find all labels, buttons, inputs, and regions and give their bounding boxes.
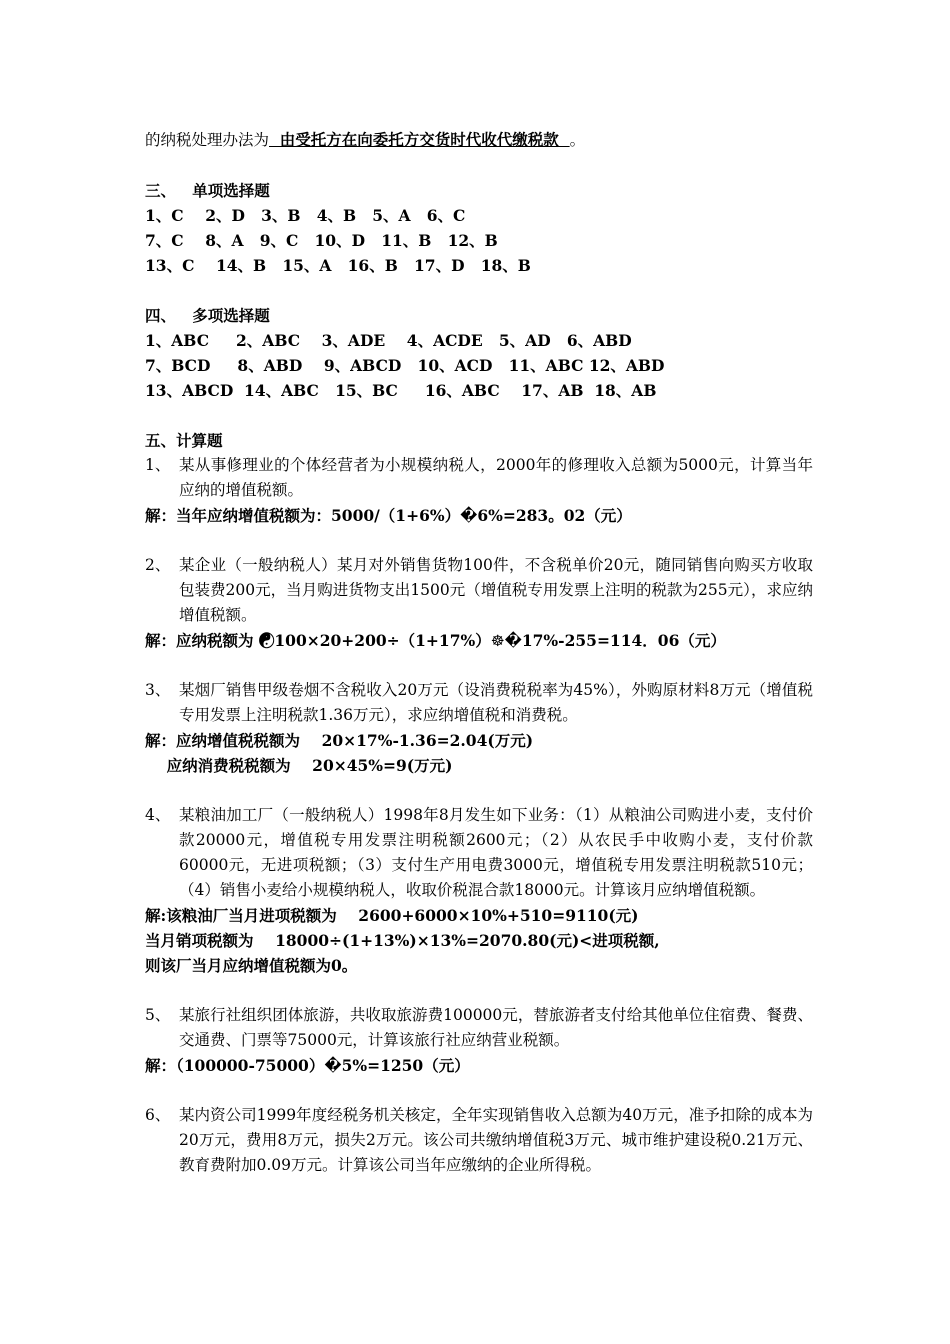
intro-line — [145, 127, 813, 153]
section4-row: 1、ABC 2、ABC 3、ADE 4、ACDE 5、AD 6、ABD — [145, 331, 632, 350]
problem-6 — [145, 1103, 813, 1178]
problem-number: 6、 — [145, 1106, 171, 1124]
section4-heading: 四、 多项选择题 — [145, 306, 270, 325]
problem-number: 4、 — [145, 806, 171, 824]
solution-line: 解：应纳税额为 ☯100×20+200÷（1+17%）☸�17%-255=114．06（元） — [145, 631, 726, 650]
problem-text: 某企业（一般纳税人）某月对外销售货物100件，不含税单价20元，随同销售向购买方收取包装费200元，当月购进货物支出1500元（增值税专用发票上注明的税款为255元），求应纳增值税额。 — [179, 556, 813, 624]
problem-text: 某烟厂销售甲级卷烟不含税收入20万元（设消费税税率为45%），外购原材料8万元（增值税专用发票上注明税款1.36万元），求应纳增值税和消费税。 — [179, 681, 813, 724]
document-page — [145, 127, 813, 1178]
section5-heading: 五、计算题 — [145, 431, 223, 450]
problem-text: 某从事修理业的个体经营者为小规模纳税人，2000年的修理收入总额为5000元，计算当年应纳的增值税额。 — [179, 456, 813, 499]
problem-text: 某内资公司1999年度经税务机关核定，全年实现销售收入总额为40万元，准予扣除的成本为20万元，费用8万元，损失2万元。该公司共缴纳增值税3万元、城市维护建设税0.21万元、教育费附加0.09万元。计算该公司当年应缴纳的企业所得税。 — [179, 1106, 813, 1174]
solution-line: 解：（100000-75000）�5%=1250（元） — [145, 1056, 470, 1075]
solution-line: 应纳消费税税额为 20×45%=9(万元) — [145, 756, 453, 775]
problem-text: 某粮油加工厂（一般纳税人）1998年8月发生如下业务：（1）从粮油公司购进小麦，支付价款20000元，增值税专用发票注明税额2600元；（2）从农民手中收购小麦，支付价款60000元，无进项税额；（3）支付生产用电费3000元，增值税专用发票注明税款510元；（4）销售小麦给小规模纳税人，收取价税混合款18000元。计算该月应纳增值税额。 — [179, 806, 813, 899]
problem-number: 2、 — [145, 556, 171, 574]
problem-2 — [145, 553, 813, 628]
problem-text: 某旅行社组织团体旅游，共收取旅游费100000元，替旅游者支付给其他单位住宿费、餐费、交通费、门票等75000元，计算该旅行社应纳营业税额。 — [179, 1006, 813, 1049]
section3-row: 1、C 2、D 3、B 4、B 5、A 6、C — [145, 206, 466, 225]
section4-row: 13、ABCD 14、ABC 15、BC 16、ABC 17、AB 18、AB — [145, 381, 657, 400]
intro-underlined-answer: 由受托方在向委托方交货时代收代缴税款 — [269, 130, 570, 149]
problem-4 — [145, 803, 813, 903]
solution-line: 解:该粮油厂当月进项税额为 2600+6000×10%+510=9110(元) — [145, 906, 639, 925]
section3-heading: 三、 单项选择题 — [145, 181, 270, 200]
section3-row: 7、C 8、A 9、C 10、D 11、B 12、B — [145, 231, 498, 250]
solution-line: 当月销项税额为 18000÷(1+13%)×13%=2070.80(元)<进项税额, — [145, 931, 660, 950]
problem-3 — [145, 678, 813, 728]
intro-prefix: 的纳税处理办法为 — [145, 131, 270, 149]
problem-number: 1、 — [145, 456, 171, 474]
section4-row: 7、BCD 8、ABD 9、ABCD 10、ACD 11、ABC 12、ABD — [145, 356, 665, 375]
solution-line: 解：应纳增值税税额为 20×17%-1.36=2.04(万元) — [145, 731, 534, 750]
problem-number: 3、 — [145, 681, 171, 699]
intro-suffix: 。 — [569, 131, 586, 149]
section3-row: 13、C 14、B 15、A 16、B 17、D 18、B — [145, 256, 531, 275]
solution-line: 解：当年应纳增值税额为：5000/（1+6%）�6%=283。02（元） — [145, 506, 632, 525]
solution-line: 则该厂当月应纳增值税额为0。 — [145, 956, 358, 975]
problem-1 — [145, 453, 813, 503]
problem-number: 5、 — [145, 1006, 171, 1024]
problem-5 — [145, 1003, 813, 1053]
